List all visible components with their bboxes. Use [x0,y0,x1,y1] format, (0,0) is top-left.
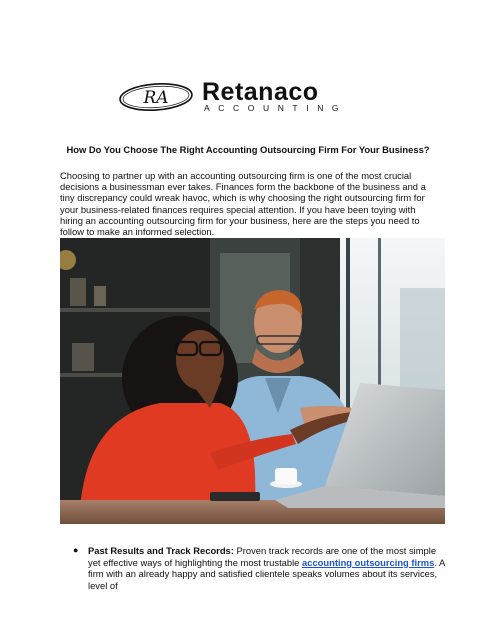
article-intro: Choosing to partner up with an accounting outsourcing firm is one of the most crucial decisions a businessman ever takes. Finances form the backbone of the business and a tiny discrepancy could wreak havoc, which is why choosing the right outsourcing firm for your business-related finances requires special attention. If you have been toying with hiring an accounting outsourcing firm for your business, here are the steps you need to follow to make an informed selection. [60,170,426,238]
cafe-meeting-illustration [60,238,445,524]
brand-name: Retanaco [202,78,319,106]
bullet-lead: Past Results and Track Records: [88,545,234,556]
article-photo [60,238,445,524]
bullet-body-end: . A firm with an already happy and satisfied clientele speaks volumes about its services, level of [88,556,445,591]
bullet-text [88,545,448,591]
brand-subtitle: ACCOUNTING [204,103,348,113]
bullet-marker: ● [73,545,79,555]
bullet-body-start: Proven track records are one of the most simple yet effective ways of highlighting the most trustable [88,545,437,568]
company-logo [118,80,380,114]
article-title: How Do You Choose The Right Accounting Outsourcing Firm For Your Business? [66,144,430,155]
monogram-emblem-icon [118,80,198,114]
accounting-outsourcing-link[interactable]: accounting outsourcing firms [302,556,435,568]
monogram-text: RA [143,88,169,108]
